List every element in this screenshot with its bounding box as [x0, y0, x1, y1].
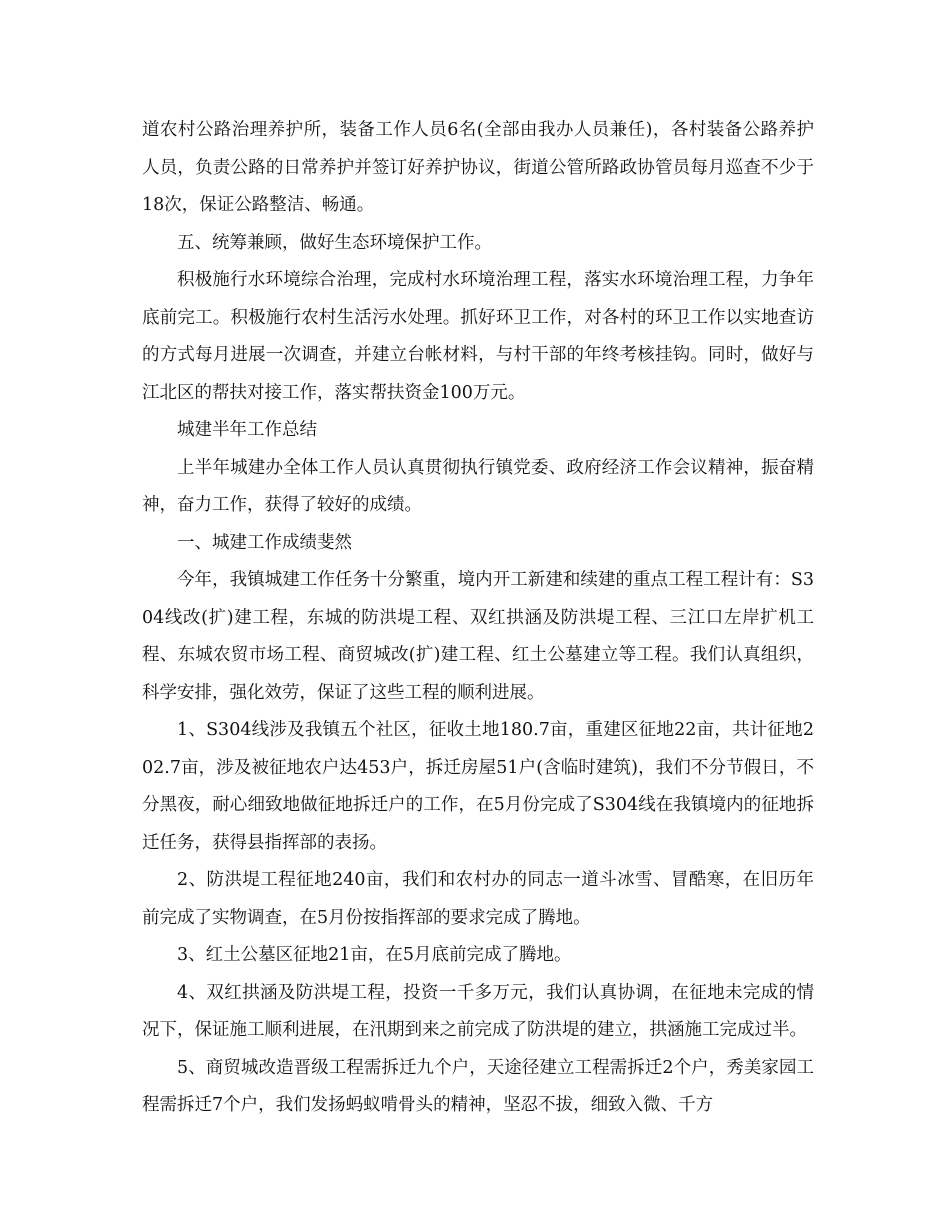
paragraph: 上半年城建办全体工作人员认真贯彻执行镇党委、政府经济工作会议精神，振奋精神，奋力工作，获得了较好的成绩。	[142, 457, 814, 515]
list-item: 2、防洪堤工程征地240亩，我们和农村办的同志一道斗冰雪、冒酷寒，在旧历年前完成了实物调查，在5月份按指挥部的要求完成了腾地。	[142, 870, 814, 928]
document-title: 城建半年工作总结	[177, 420, 317, 440]
list-item: 4、双红拱涵及防洪堤工程，投资一千多万元，我们认真协调，在征地未完成的情况下，保证施工顺利进展，在汛期到来之前完成了防洪堤的建立，拱涵施工完成过半。	[142, 982, 814, 1040]
list-item: 5、商贸城改造晋级工程需拆迁九个户，天途径建立工程需拆迁2个户，秀美家园工程需拆迁7个户，我们发扬蚂蚁啃骨头的精神，坚忍不拔，细致入微、千方	[142, 1057, 814, 1115]
paragraph: 道农村公路治理养护所，装备工作人员6名(全部由我办人员兼任)，各村装备公路养护人员，负责公路的日常养护并签订好养护协议，街道公管所路政协管员每月巡查不少于18次，保证公路整洁、畅通。	[142, 120, 814, 215]
paragraph: 今年，我镇城建工作任务十分繁重，境内开工新建和续建的重点工程工程计有：S304线改(扩)建工程，东城的防洪堤工程、双红拱涵及防洪堤工程、三江口左岸扩机工程、东城农贸市场工程、商贸城改(扩)建工程、红土公墓建立等工程。我们认真组织，科学安排，强化效劳，保证了这些工程的顺利进展。	[142, 570, 814, 703]
list-item: 1、S304线涉及我镇五个社区，征收土地180.7亩，重建区征地22亩，共计征地202.7亩，涉及被征地农户达453户，拆迁房屋51户(含临时建筑)，我们不分节假日，不分黑夜，耐心细致地做征地拆迁户的工作，在5月份完成了S304线在我镇境内的征地拆迁任务，获得县指挥部的表扬。	[142, 720, 814, 853]
section-heading: 五、统筹兼顾，做好生态环境保护工作。	[177, 232, 492, 253]
section-heading: 一、城建工作成绩斐然	[177, 532, 352, 553]
paragraph: 积极施行水环境综合治理，完成村水环境治理工程，落实水环境治理工程，力争年底前完工。积极施行农村生活污水处理。抓好环卫工作，对各村的环卫工作以实地查访的方式每月进展一次调查，并建立台帐材料，与村干部的年终考核挂钩。同时，做好与江北区的帮扶对接工作，落实帮扶资金100万元。	[142, 270, 814, 403]
document-body	[142, 112, 814, 1125]
list-item: 3、红土公墓区征地21亩，在5月底前完成了腾地。	[177, 945, 572, 965]
